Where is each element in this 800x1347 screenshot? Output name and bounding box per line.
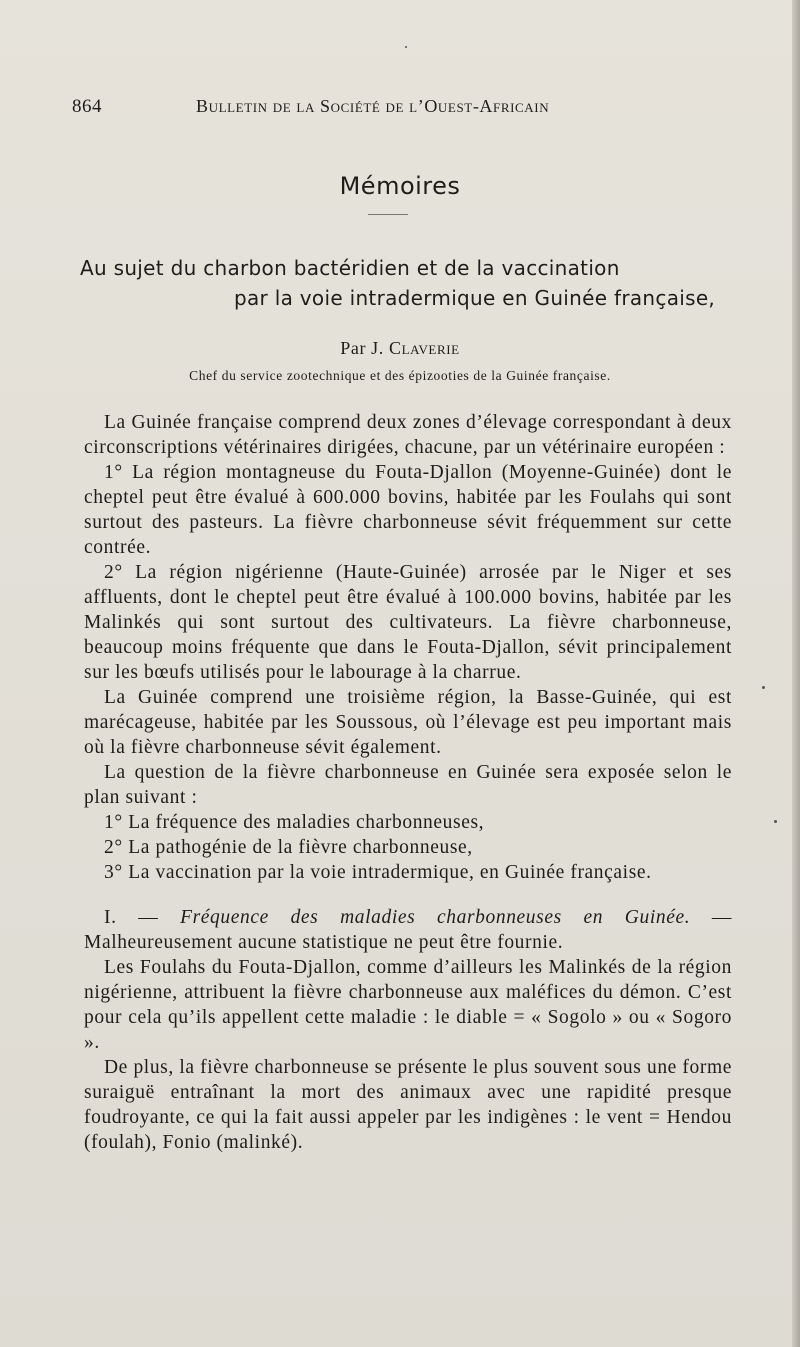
paper-speck [762, 686, 765, 689]
page-edge-shadow [792, 0, 800, 1347]
plan-item: 2° La pathogénie de la fièvre charbonneuse, [104, 837, 473, 858]
byline-prefix: Par J. [340, 338, 384, 358]
paragraph: 1° La région montagneuse du Fouta-Djallon (Moyenne-Guinée) dont le cheptel peut être évalué à 600.000 bovins, habitée par les Foulahs qui sont surtout des pasteurs. La fièvre charbonneuse sévit fréquemment sur cette contrée. [84, 462, 732, 558]
paragraph: Les Foulahs du Fouta-Djallon, comme d’ailleurs les Malinkés de la région nigérienne, attribuent la fièvre charbonneuse aux maléfices du démon. C’est pour cela qu’ils appellent cette maladie : le diable = « Sogolo » ou « Sogoro ». [84, 957, 732, 1053]
author-affiliation: Chef du service zootechnique et des épizooties de la Guinée française. [189, 368, 611, 383]
subsection-heading: Fréquence des maladies charbonneuses en Guinée. [180, 907, 691, 928]
subsection-text: — Malheureusement aucune statistique ne peut être fournie. [84, 907, 732, 953]
article-title-line-1: Au sujet du charbon bactéridien et de la vaccination [80, 256, 620, 280]
running-title: Bulletin de la Société de l’Ouest-Africain [196, 96, 550, 116]
paragraph: La Guinée française comprend deux zones d’élevage correspondant à deux circonscriptions vétérinaires dirigées, chacune, par un vétérinaire européen : [84, 412, 732, 458]
article-title-line-2: par la voie intradermique en Guinée française, [234, 286, 716, 310]
byline [0, 338, 800, 359]
paragraph: 2° La région nigérienne (Haute-Guinée) arrosée par le Niger et ses affluents, dont le cheptel peut être évalué à 100.000 bovins, habitée par les Malinkés qui sont surtout des cultivateurs. La fièvre charbonneuse, beaucoup moins fréquente que dans le Fouta-Djallon, sévit principalement sur les bœufs utilisés pour le labourage à la charrue. [84, 562, 732, 683]
subsection-number: I. — [104, 907, 181, 928]
subsection-paragraph [84, 905, 732, 955]
heading-rule [368, 214, 408, 215]
paper-speck [774, 820, 777, 823]
plan-item: 3° La vaccination par la voie intradermique, en Guinée française. [104, 862, 652, 883]
section-heading: Mémoires [339, 172, 461, 200]
paragraph: La Guinée comprend une troisième région, la Basse-Guinée, qui est marécageuse, habitée par les Soussous, où l’élevage est peu important mais où la fièvre charbonneuse sévit également. [84, 687, 732, 758]
plan-item: 1° La fréquence des maladies charbonneuses, [104, 812, 485, 833]
paper-speck [405, 46, 407, 48]
page-number: 864 [72, 96, 102, 117]
article-body [84, 410, 732, 1155]
paragraph: De plus, la fièvre charbonneuse se présente le plus souvent sous une forme suraiguë entraînant la mort des animaux avec une rapidité presque foudroyante, ce qui la fait aussi appeler par les indigènes : le vent = Hendou (foulah), Fonio (malinké). [84, 1057, 732, 1153]
paragraph: La question de la fièvre charbonneuse en Guinée sera exposée selon le plan suivant : [84, 762, 732, 808]
author-name: Claverie [388, 338, 460, 358]
